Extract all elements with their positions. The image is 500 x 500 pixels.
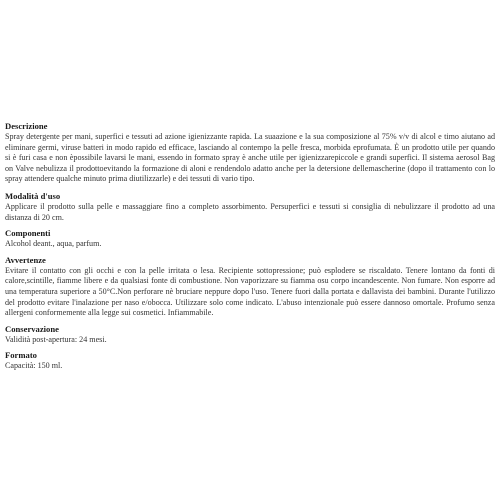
section-text: Evitare il contatto con gli occhi e con la pelle irritata o lesa. Recipiente sottopressione; può esplodere se riscaldato. Tenere lontano da fonti di calore,scintille, fiamme libere e da qualsiasi fonte di combustione. Non vaporizzare su fiamma osu corpo incandescente. Non fumare. Non esporre ad una temperatura superiore a 50°C.Non perforare nè bruciare neppure dopo l'uso. Tenere fuori dalla portata e dallavista dei bambini. Durante l'utilizzo del prodotto evitare l'inalazione per naso e/obocca. Utilizzare solo come indicato. L'abuso intenzionale può essere dannoso omortale. Profumo senza allergeni conformemente alla legge sui cosmetici. Infiammabile. (5, 265, 495, 318)
section-heading: Formato (5, 350, 37, 361)
section-descrizione (5, 121, 495, 185)
section-text: Validità post-apertura: 24 mesi. (5, 334, 107, 344)
section-text: Applicare il prodotto sulla pelle e massaggiare fino a completo assorbimento. Persuperfici e tessuti si consiglia di nebulizzare il prodotto ad una distanza di 20 cm. (5, 201, 495, 222)
section-avvertenze (5, 255, 495, 319)
section-text: Alcohol deant., aqua, parfum. (5, 239, 102, 249)
section-conservazione (5, 324, 495, 346)
section-formato (5, 350, 495, 372)
section-modalita-uso (5, 191, 495, 223)
section-heading: Componenti (5, 228, 51, 239)
section-heading: Avvertenze (5, 254, 46, 265)
section-componenti (5, 228, 495, 250)
section-text: Capacità: 150 ml. (5, 361, 63, 371)
section-text: Spray detergente per mani, superfici e tessuti ad azione igienizzante rapida. La suaazione e la sua composizione al 75% v/v di alcol e timo aiutano ad eliminare germi, viruse batteri in modo rapido ed efficace, lasciando al contempo la pelle fresca, morbida eprofumata. È un prodotto utile per quando si è furi casa e non èpossibile lavarsi le mani, essendo in formato spray è anche utile per igienizzarepiccole e grandi superfici. Il sistema aerosol Bag on Valve nebulizza il prodottoevitando la formazione di aloni e rendendolo adatto anche per la detersione dellemascherine (dopo il trattamento con lo spray attendere qualche minuto prima diutilizzarle) e dei tessuti di vario tipo. (5, 132, 495, 184)
section-heading: Conservazione (5, 323, 59, 334)
section-heading: Descrizione (5, 121, 48, 131)
product-info-document (5, 121, 495, 372)
section-heading: Modalità d'uso (5, 190, 61, 201)
